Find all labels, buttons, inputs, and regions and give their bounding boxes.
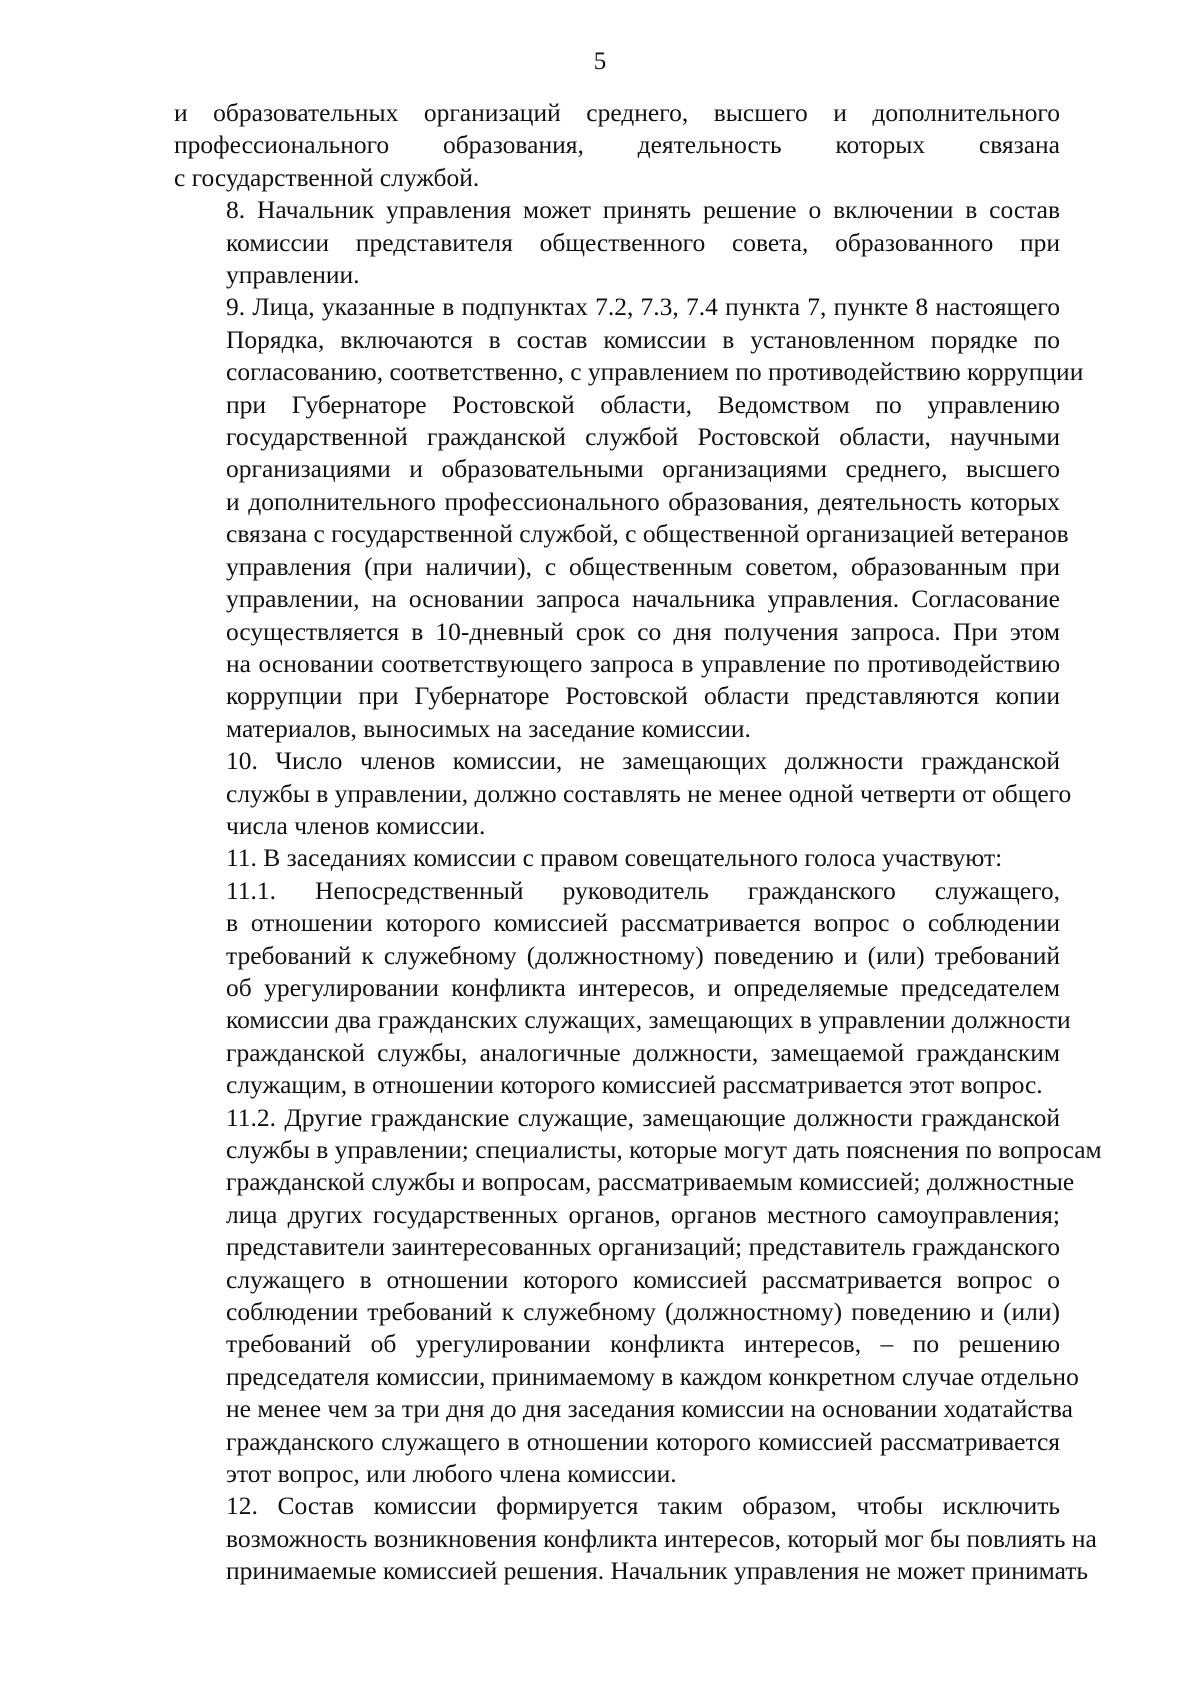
text-line: 11.1. Непосредственный руководитель гражданского служащего, bbox=[226, 875, 1060, 905]
text-line: гражданского служащего в отношении которого комиссией рассматривается bbox=[226, 1426, 1060, 1456]
text-line: на основании соответствующего запроса в управление по противодействию bbox=[226, 648, 1060, 678]
paragraph bbox=[174, 745, 1072, 842]
text-line: числа членов комиссии. bbox=[226, 810, 486, 840]
text-line: службы в управлении; специалисты, которые могут дать пояснения по вопросам bbox=[226, 1135, 1102, 1164]
text-line: и дополнительного профессионального образования, деятельность которых bbox=[226, 486, 1060, 516]
text-line: 11. В заседаниях комиссии с правом совещательного голоса участвуют: bbox=[226, 843, 1003, 873]
text-line: 8. Начальник управления может принять решение о включении в состав bbox=[226, 195, 1060, 225]
text-line: в отношении которого комиссией рассматривается вопрос о соблюдении bbox=[226, 908, 1060, 938]
text-line: соблюдении требований к служебному (должностному) поведению и (или) bbox=[226, 1297, 1060, 1327]
text-line: служащего в отношении которого комиссией рассматривается вопрос о bbox=[226, 1264, 1060, 1294]
text-line: организациями и образовательными организациями среднего, высшего bbox=[226, 454, 1060, 484]
text-line: государственной гражданской службой Ростовской области, научными bbox=[226, 422, 1060, 452]
paragraph bbox=[174, 875, 1071, 1102]
text-line: принимаемые комиссией решения. Начальник управления не может принимать bbox=[226, 1556, 1088, 1586]
paragraph bbox=[174, 194, 1060, 291]
text-line: согласованию, соответственно, с управлением по противодействию коррупции bbox=[226, 357, 1084, 387]
text-line: требований к служебному (должностному) поведению и (или) требований bbox=[226, 940, 1060, 970]
text-line: представители заинтересованных организаций; представитель гражданского bbox=[226, 1232, 1060, 1262]
paragraph bbox=[174, 842, 1060, 874]
text-line: управлении, на основании запроса начальника управления. Согласование bbox=[226, 584, 1060, 614]
paragraph bbox=[174, 291, 1084, 745]
document-body bbox=[174, 97, 1102, 1588]
text-line: 12. Состав комиссии формируется таким образом, чтобы исключить bbox=[226, 1491, 1060, 1521]
text-line: службы в управлении, должно составлять не менее одной четверти от общего bbox=[226, 778, 1072, 808]
text-line: гражданской службы, аналогичные должности, замещаемой гражданским bbox=[226, 1037, 1060, 1067]
paragraph bbox=[174, 1102, 1102, 1491]
text-line: этот вопрос, или любого члена комиссии. bbox=[226, 1459, 677, 1489]
text-line: возможность возникновения конфликта интересов, который мог бы повлиять на bbox=[226, 1523, 1097, 1553]
text-line: гражданской службы и вопросам, рассматриваемым комиссией; должностные bbox=[226, 1167, 1075, 1197]
text-line: служащим, в отношении которого комиссией рассматривается этот вопрос. bbox=[226, 1070, 1043, 1100]
text-line: об урегулировании конфликта интересов, и определяемые председателем bbox=[226, 972, 1060, 1002]
text-line: при Губернаторе Ростовской области, Ведомством по управлению bbox=[226, 389, 1060, 419]
paragraph bbox=[174, 1490, 1097, 1587]
text-line: председателя комиссии, принимаемому в каждом конкретном случае отдельно bbox=[226, 1361, 1079, 1391]
text-line: коррупции при Губернаторе Ростовской области представляются копии bbox=[226, 681, 1060, 711]
text-line: связана с государственной службой, с общественной организацией ветеранов bbox=[226, 519, 1069, 549]
text-line: 9. Лица, указанные в подпунктах 7.2, 7.3, 7.4 пункта 7, пункте 8 настоящего bbox=[226, 292, 1060, 322]
text-line: комиссии представителя общественного совета, образованного при bbox=[226, 227, 1060, 257]
text-line: требований об урегулировании конфликта интересов, – по решению bbox=[226, 1329, 1060, 1359]
text-line: комиссии два гражданских служащих, замещающих в управлении должности bbox=[226, 1005, 1071, 1035]
text-line: управлении. bbox=[226, 260, 360, 290]
text-line: управления (при наличии), с общественным советом, образованным при bbox=[226, 551, 1060, 581]
text-line: 10. Число членов комиссии, не замещающих должности гражданской bbox=[226, 746, 1060, 776]
text-line: с государственной службой. bbox=[174, 162, 480, 192]
text-line: и образовательных организаций среднего, высшего и дополнительного bbox=[174, 98, 1060, 127]
text-line: осуществляется в 10-дневный срок со дня получения запроса. При этом bbox=[226, 616, 1060, 646]
page-number: 5 bbox=[593, 48, 607, 75]
text-line: профессионального образования, деятельность которых связана bbox=[174, 130, 1060, 160]
text-line: лица других государственных органов, органов местного самоуправления; bbox=[226, 1199, 1060, 1229]
text-line: 11.2. Другие гражданские служащие, замещающие должности гражданской bbox=[226, 1102, 1060, 1132]
text-line: не менее чем за три дня до дня заседания комиссии на основании ходатайства bbox=[226, 1394, 1073, 1424]
paragraph bbox=[174, 97, 1060, 194]
text-line: материалов, выносимых на заседание комиссии. bbox=[226, 713, 751, 743]
text-line: Порядка, включаются в состав комиссии в установленном порядке по bbox=[226, 324, 1060, 354]
